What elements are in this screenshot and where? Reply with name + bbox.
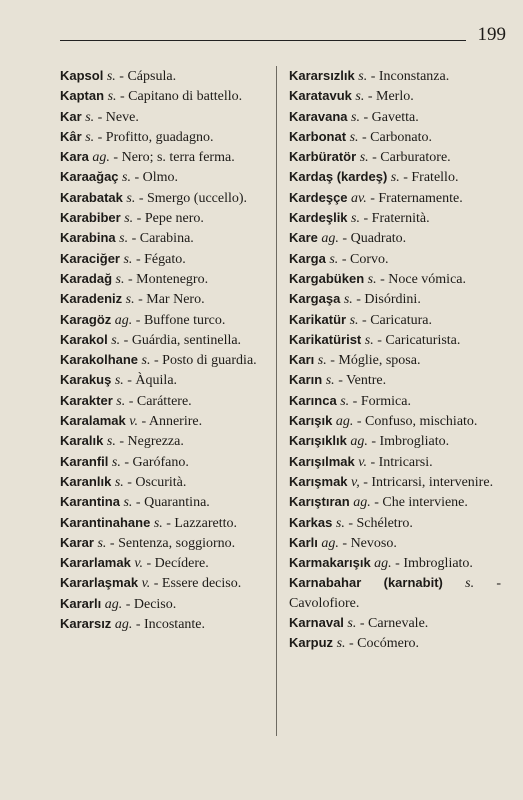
entry-part-of-speech: s.	[123, 495, 133, 511]
entry-part-of-speech: s.	[141, 353, 151, 369]
entry-headword: Karınca	[289, 392, 337, 408]
entry-translation: - Nero; s. terra ferma.	[113, 150, 235, 166]
dictionary-entry	[289, 127, 501, 147]
dictionary-entry	[60, 289, 270, 309]
entry-translation: - Caricaturista.	[377, 332, 461, 348]
entry-part-of-speech: ag.	[114, 617, 133, 633]
dictionary-entry	[289, 411, 501, 431]
entry-part-of-speech: s.	[358, 69, 368, 84]
entry-translation: - Cocómero.	[349, 636, 419, 652]
entry-headword: Karanfil	[60, 453, 109, 469]
entry-part-of-speech: s.	[116, 393, 126, 409]
entry-part-of-speech: s.	[114, 373, 124, 389]
entry-translation: - Intricarsi, intervenire.	[363, 474, 494, 490]
entry-headword: Kararlı	[60, 595, 102, 611]
entry-headword: Kararlamak	[60, 555, 131, 571]
entry-part-of-speech: s.	[343, 292, 353, 308]
entry-part-of-speech: s.	[351, 211, 360, 227]
entry-headword: Karikatürist	[289, 331, 362, 347]
dictionary-entry	[60, 350, 270, 370]
dictionary-entry	[60, 330, 270, 350]
entry-part-of-speech: v,	[351, 474, 360, 490]
entry-headword: Karışık	[289, 413, 333, 429]
entry-translation: - Carnevale.	[359, 616, 429, 632]
column-divider	[276, 66, 277, 736]
entry-headword: Karbüratör	[289, 149, 357, 165]
entry-headword: Kardaş (kardeş)	[289, 169, 388, 185]
entry-headword: Kararsızlık	[289, 68, 355, 83]
entry-part-of-speech: s.	[351, 109, 360, 125]
entry-headword: Karanlık	[60, 473, 112, 489]
dictionary-entry	[289, 147, 501, 167]
entry-headword: Karatavuk	[289, 88, 352, 104]
entry-translation: - Carburatore.	[372, 150, 451, 166]
entry-part-of-speech: s.	[364, 332, 374, 348]
entry-part-of-speech: ag.	[114, 312, 133, 328]
dictionary-entry	[289, 533, 501, 553]
dictionary-entry	[60, 147, 270, 167]
dictionary-entry	[60, 472, 270, 492]
entry-translation: - Fraternamente.	[370, 190, 463, 206]
entry-headword: Karabina	[60, 230, 116, 246]
entry-translation: - Oscurità.	[127, 474, 187, 490]
entry-headword: Karalamak	[60, 413, 126, 429]
entry-part-of-speech: v.	[358, 454, 367, 470]
entry-translation: - Quarantina.	[135, 495, 210, 511]
entry-headword: Karışmak	[289, 473, 348, 489]
dictionary-entry	[289, 472, 501, 492]
entry-headword: Kapsol	[60, 68, 104, 83]
entry-translation: - Caráttere.	[128, 393, 192, 409]
entry-headword: Karalık	[60, 433, 104, 449]
dictionary-entry	[289, 452, 501, 472]
entry-translation: - Confuso, mischiato.	[356, 414, 478, 430]
entry-headword: Kargabüken	[289, 270, 365, 286]
entry-part-of-speech: s.	[106, 69, 116, 84]
dictionary-entry	[289, 228, 501, 248]
entry-headword: Karnabahar (karnabit)	[289, 575, 443, 591]
entry-translation: - Sentenza, soggiorno.	[109, 535, 236, 551]
dictionary-entry	[60, 269, 270, 289]
dictionary-entry	[289, 633, 501, 653]
dictionary-entry	[60, 208, 270, 228]
entry-headword: Karakolhane	[60, 352, 139, 368]
dictionary-entry	[289, 208, 501, 228]
entry-headword: Karabiber	[60, 210, 121, 226]
entry-part-of-speech: ag.	[350, 434, 368, 450]
entry-translation: - Corvo.	[341, 251, 389, 267]
dictionary-entry	[60, 66, 270, 86]
entry-translation: - Mar Nero.	[138, 292, 205, 308]
entry-headword: Karga	[289, 250, 326, 266]
entry-headword: Karikatür	[289, 311, 347, 327]
entry-headword: Kararsız	[60, 616, 112, 632]
entry-headword: Karı	[289, 352, 315, 368]
entry-translation: - Buffone turco.	[135, 312, 226, 328]
entry-translation: - Annerire.	[141, 414, 203, 430]
entry-part-of-speech: s.	[114, 474, 124, 490]
entry-part-of-speech: v.	[141, 576, 151, 592]
dictionary-entry	[60, 228, 270, 248]
entry-translation: - Imbrogliato.	[371, 434, 450, 450]
entry-translation: - Gavetta.	[363, 109, 419, 125]
entry-translation: - Schéletro.	[348, 515, 413, 531]
entry-part-of-speech: s.	[349, 129, 359, 145]
entry-part-of-speech: s.	[153, 515, 163, 531]
entry-translation: - Fratello.	[403, 170, 459, 186]
dictionary-entry	[289, 350, 501, 370]
dictionary-entry	[60, 452, 270, 472]
entry-translation: - Formica.	[352, 393, 411, 409]
entry-translation: - Inconstanza.	[370, 69, 450, 84]
dictionary-entry	[60, 553, 270, 573]
entry-part-of-speech: s.	[349, 312, 359, 328]
entry-part-of-speech: ag.	[104, 596, 123, 612]
entry-part-of-speech: s.	[359, 150, 369, 166]
entry-part-of-speech: s.	[325, 373, 335, 389]
entry-headword: Kararlaşmak	[60, 575, 139, 591]
entry-part-of-speech: s.	[123, 251, 133, 267]
entry-part-of-speech: s.	[107, 89, 117, 105]
entry-part-of-speech: s.	[119, 231, 129, 247]
entry-headword: Kare	[289, 230, 318, 246]
entry-part-of-speech: v.	[129, 414, 138, 430]
entry-part-of-speech: s.	[122, 170, 131, 186]
entry-part-of-speech: v.	[134, 556, 144, 572]
entry-headword: Karakuş	[60, 372, 112, 388]
dictionary-entry	[60, 614, 270, 634]
entry-headword: Karakol	[60, 331, 108, 347]
dictionary-entry	[60, 249, 270, 269]
entry-translation: - Posto di guardia.	[154, 353, 257, 369]
entry-part-of-speech: ag.	[353, 495, 371, 511]
dictionary-entry	[60, 533, 270, 553]
entry-translation: - Incostante.	[135, 617, 206, 633]
entry-headword: Karadağ	[60, 270, 113, 286]
entry-headword: Karakter	[60, 392, 113, 408]
entry-headword: Kardeşçe	[289, 189, 348, 205]
entry-translation: - Merlo.	[367, 89, 414, 105]
entry-headword: Kargaşa	[289, 291, 341, 307]
dictionary-entry	[60, 167, 270, 187]
entry-translation: - Lazzaretto.	[166, 515, 237, 531]
dictionary-entry	[289, 86, 501, 106]
dictionary-entry	[60, 127, 270, 147]
page-number: 199	[477, 24, 506, 45]
dictionary-entry	[289, 613, 501, 633]
dictionary-entry	[60, 411, 270, 431]
entry-translation: - Che interviene.	[374, 495, 468, 511]
entry-translation: - Montenegro.	[127, 271, 209, 287]
entry-part-of-speech: s.	[465, 576, 475, 592]
entry-headword: Kara	[60, 149, 89, 165]
entry-translation: - Negrezza.	[119, 434, 184, 450]
dictionary-entry	[60, 492, 270, 512]
entry-part-of-speech: ag.	[335, 414, 354, 430]
entry-headword: Karar	[60, 534, 94, 550]
entry-translation: - Garófano.	[124, 454, 189, 470]
entry-translation: - Essere deciso.	[153, 576, 242, 592]
entry-headword: Karavana	[289, 108, 348, 124]
entry-translation: - Cavolofiore.	[289, 576, 502, 611]
dictionary-entry	[60, 310, 270, 330]
entry-translation: - Quadrato.	[342, 231, 407, 247]
entry-headword: Karaağaç	[60, 169, 119, 185]
entry-translation: - Profitto, guadagno.	[97, 129, 214, 145]
dictionary-entry	[60, 573, 270, 593]
entry-translation: - Noce vómica.	[380, 271, 467, 287]
entry-headword: Kardeşlik	[289, 210, 348, 226]
entry-part-of-speech: s.	[126, 190, 136, 206]
dictionary-entry	[289, 188, 501, 208]
entry-translation: - Smergo (uccello).	[138, 190, 248, 206]
entry-translation: - Imbrogliato.	[395, 556, 473, 572]
entry-part-of-speech: s.	[329, 251, 339, 267]
entry-headword: Kar	[60, 108, 82, 124]
entry-headword: Karabatak	[60, 189, 123, 205]
entry-part-of-speech: s.	[85, 129, 95, 145]
entry-part-of-speech: s.	[367, 271, 377, 287]
entry-translation: - Fraternità.	[363, 211, 430, 227]
dictionary-entry	[289, 370, 501, 390]
entry-translation: - Fégato.	[135, 251, 186, 267]
header-rule	[60, 40, 466, 41]
entry-part-of-speech: s.	[115, 271, 125, 287]
entry-headword: Karışıklık	[289, 433, 347, 449]
entry-translation: - Ventre.	[338, 373, 387, 389]
entry-headword: Karkas	[289, 514, 333, 530]
dictionary-entry	[289, 249, 501, 269]
dictionary-entry	[60, 188, 270, 208]
entry-part-of-speech: s.	[355, 89, 365, 105]
entry-part-of-speech: s.	[125, 292, 135, 308]
left-column	[60, 66, 270, 634]
entry-translation: - Móglie, sposa.	[330, 353, 421, 369]
entry-part-of-speech: s.	[317, 353, 327, 369]
entry-translation: - Deciso.	[125, 596, 177, 612]
entry-translation: - Olmo.	[134, 170, 179, 186]
entry-translation: - Cápsula.	[119, 69, 177, 84]
dictionary-entry	[289, 391, 501, 411]
entry-part-of-speech: ag.	[92, 150, 110, 166]
dictionary-entry	[289, 573, 501, 613]
entry-headword: Karbonat	[289, 128, 347, 144]
entry-translation: - Capitano di battello.	[120, 89, 243, 105]
entry-part-of-speech: ag.	[321, 231, 339, 247]
dictionary-entry	[60, 431, 270, 451]
dictionary-entry	[289, 289, 501, 309]
entry-part-of-speech: s.	[106, 434, 116, 450]
entry-translation: - Pepe nero.	[136, 211, 204, 227]
dictionary-entry	[60, 86, 270, 106]
entry-part-of-speech: s.	[85, 109, 95, 125]
dictionary-entry	[289, 310, 501, 330]
entry-headword: Karlı	[289, 534, 318, 550]
entry-headword: Karadeniz	[60, 291, 123, 307]
dictionary-entry	[289, 269, 501, 289]
entry-translation: - Carbonato.	[362, 129, 432, 145]
entry-translation: - Neve.	[97, 109, 139, 125]
dictionary-entry	[60, 391, 270, 411]
entry-part-of-speech: s.	[97, 535, 107, 551]
entry-headword: Karantina	[60, 494, 120, 510]
dictionary-entry	[60, 513, 270, 533]
entry-translation: - Guárdia, sentinella.	[123, 332, 242, 348]
entry-translation: - Intricarsi.	[370, 454, 433, 470]
entry-headword: Karmakarışık	[289, 555, 371, 571]
dictionary-entry	[289, 513, 501, 533]
entry-part-of-speech: s.	[111, 332, 121, 348]
dictionary-entry	[60, 594, 270, 614]
entry-part-of-speech: s.	[390, 170, 400, 186]
entry-translation: - Caricatura.	[362, 312, 432, 328]
entry-headword: Karıştıran	[289, 494, 350, 510]
entry-translation: - Decídere.	[146, 556, 209, 572]
dictionary-entry	[289, 107, 501, 127]
entry-headword: Karantinahane	[60, 514, 151, 530]
entry-part-of-speech: ag.	[374, 556, 392, 572]
entry-part-of-speech: s.	[111, 454, 121, 470]
entry-part-of-speech: av.	[351, 190, 367, 206]
entry-headword: Karpuz	[289, 635, 334, 651]
entry-headword: Kâr	[60, 128, 82, 144]
dictionary-entry	[289, 66, 501, 86]
entry-part-of-speech: s.	[347, 616, 357, 632]
entry-part-of-speech: ag.	[321, 535, 339, 551]
right-column	[289, 66, 501, 654]
entry-translation: - Carabina.	[131, 231, 194, 247]
dictionary-entry	[60, 370, 270, 390]
entry-part-of-speech: s.	[336, 636, 346, 652]
entry-headword: Karagöz	[60, 311, 112, 327]
entry-part-of-speech: s.	[335, 515, 345, 531]
entry-headword: Karnaval	[289, 615, 344, 631]
entry-part-of-speech: s.	[340, 393, 350, 409]
entry-translation: - Nevoso.	[342, 535, 397, 551]
dictionary-entry	[289, 167, 501, 187]
entry-headword: Karaciğer	[60, 250, 120, 266]
dictionary-entry	[289, 431, 501, 451]
entry-headword: Karın	[289, 372, 323, 388]
dictionary-entry	[60, 107, 270, 127]
dictionary-entry	[289, 492, 501, 512]
entry-headword: Kaptan	[60, 88, 105, 104]
entry-headword: Karışılmak	[289, 453, 355, 469]
entry-translation: - Disórdini.	[356, 292, 421, 308]
entry-part-of-speech: s.	[124, 211, 134, 227]
dictionary-entry	[289, 330, 501, 350]
dictionary-entry	[289, 553, 501, 573]
entry-translation: - Àquila.	[127, 373, 178, 389]
